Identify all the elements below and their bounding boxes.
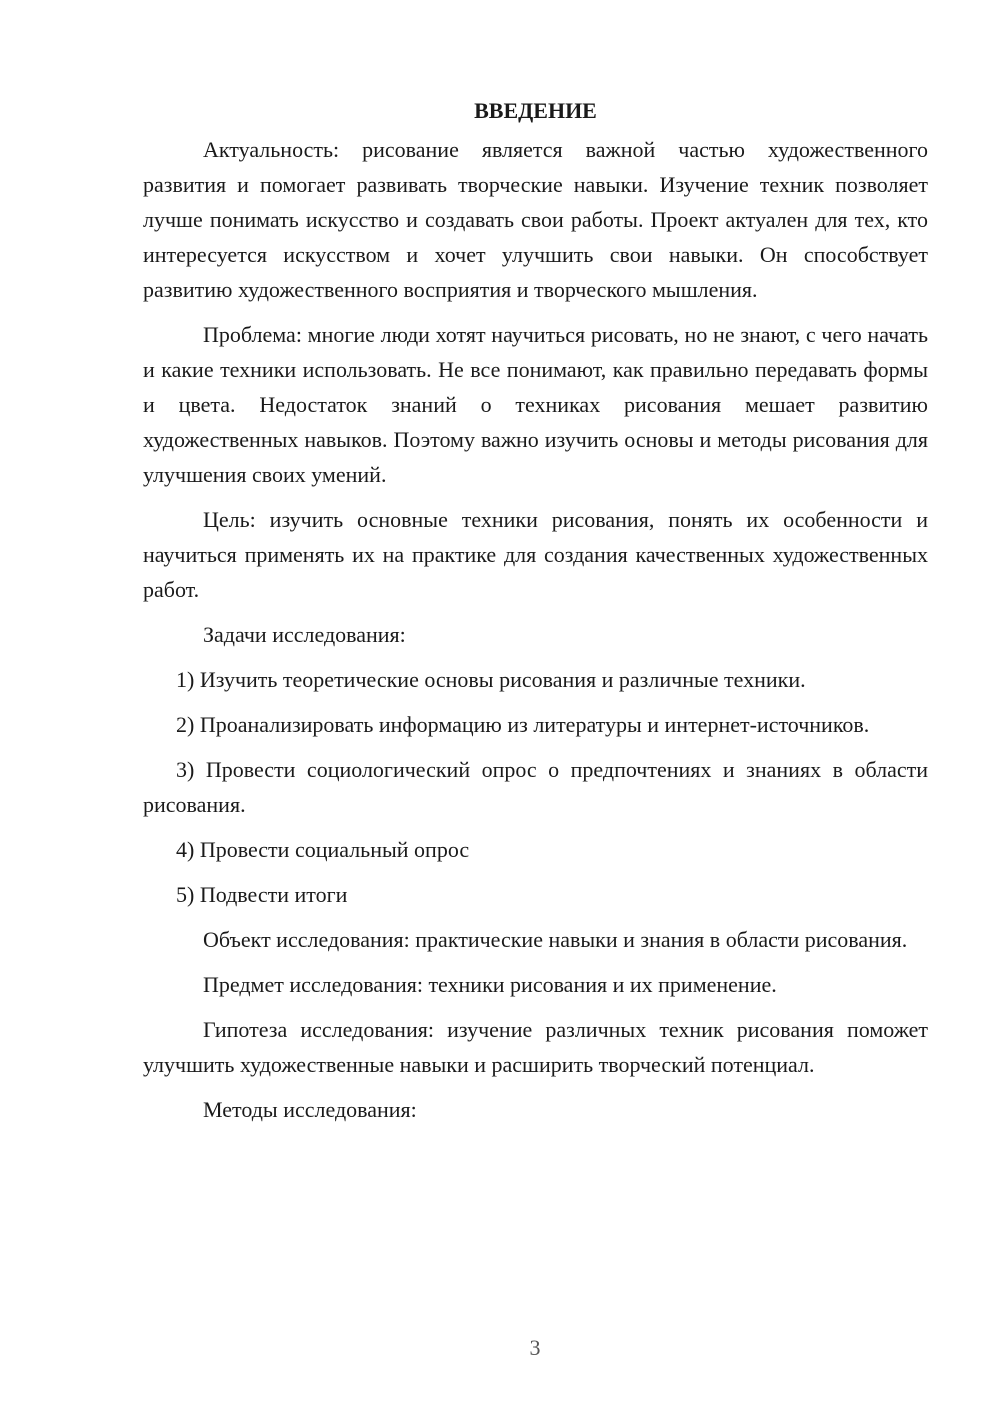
task-item-1: 1) Изучить теоретические основы рисования и различные техники. bbox=[176, 667, 806, 692]
task-item-4: 4) Провести социальный опрос bbox=[176, 837, 470, 862]
task-item-5: 5) Подвести итоги bbox=[176, 882, 348, 907]
task-item-3: 3) Провести социологический опрос о предпочтениях и знаниях в области рисования. bbox=[143, 757, 928, 817]
page-content bbox=[143, 93, 928, 1137]
task-item-2: 2) Проанализировать информацию из литературы и интернет-источников. bbox=[176, 712, 870, 737]
paragraph-goal: Цель: изучить основные техники рисования, понять их особенности и научиться применять их на практике для создания качественных художественных работ. bbox=[143, 507, 928, 602]
page-number: 3 bbox=[529, 1335, 541, 1360]
methods-title: Методы исследования: bbox=[203, 1097, 417, 1122]
paragraph-relevance: Актуальность: рисование является важной частью художественного развития и помогает развивать творческие навыки. Изучение техник позволяет лучше понимать искусство и создавать свои работы. Проект актуален для тех, кто интересуется искусством и хочет улучшить свои навыки. Он способствует развитию художественного восприятия и творческого мышления. bbox=[143, 137, 928, 302]
paragraph-object: Объект исследования: практические навыки и знания в области рисования. bbox=[203, 927, 908, 952]
tasks-title: Задачи исследования: bbox=[203, 622, 406, 647]
paragraph-hypothesis: Гипотеза исследования: изучение различных техник рисования поможет улучшить художественные навыки и расширить творческий потенциал. bbox=[143, 1017, 928, 1077]
paragraph-subject: Предмет исследования: техники рисования и их применение. bbox=[203, 972, 777, 997]
section-heading: ВВЕДЕНИЕ bbox=[474, 98, 597, 123]
paragraph-problem: Проблема: многие люди хотят научиться рисовать, но не знают, с чего начать и какие техники использовать. Не все понимают, как правильно передавать формы и цвета. Недостаток знаний о техниках рисования мешает развитию художественных навыков. Поэтому важно изучить основы и методы рисования для улучшения своих умений. bbox=[143, 322, 928, 487]
